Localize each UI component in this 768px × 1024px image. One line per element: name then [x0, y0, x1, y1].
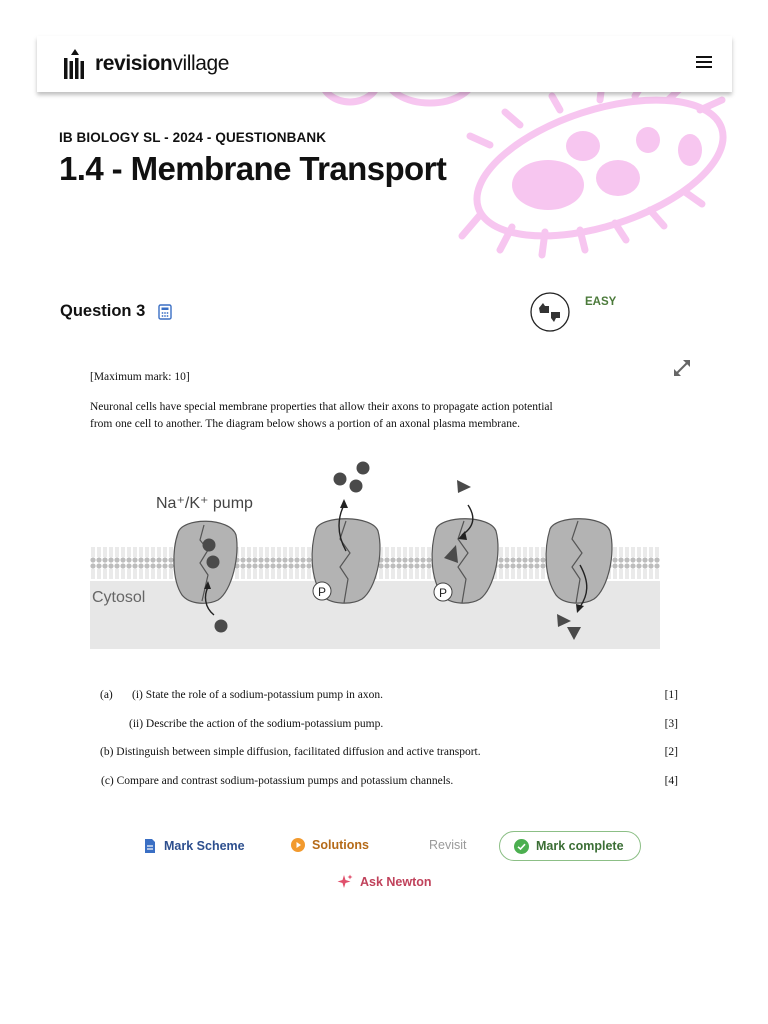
- phosphate-label: P: [439, 586, 448, 600]
- mark-complete-label: Mark complete: [536, 839, 624, 853]
- part-marks: [2]: [664, 746, 678, 758]
- check-circle-icon: [514, 839, 529, 854]
- part-text: (i) State the role of a sodium-potassium pump in axon.: [132, 689, 384, 701]
- logo-books-icon: [63, 49, 87, 79]
- pump-label: Na⁺/K⁺ pump: [156, 495, 253, 512]
- part-text: (ii) Describe the action of the sodium-potassium pump.: [129, 718, 384, 730]
- page-title: 1.4 - Membrane Transport: [59, 150, 447, 187]
- maximum-mark: [Maximum mark: 10]: [90, 371, 190, 383]
- top-navbar: [37, 36, 732, 92]
- mark-scheme-label: Mark Scheme: [164, 839, 245, 853]
- revisit-button[interactable]: [429, 838, 467, 852]
- question-title: Question 3: [60, 302, 146, 320]
- phosphate-label: P: [318, 585, 327, 599]
- revisionvillage-logo[interactable]: [63, 48, 229, 80]
- play-icon: [291, 838, 305, 852]
- part-a-label: (a): [100, 689, 113, 701]
- question-intro: [90, 399, 660, 433]
- breadcrumb: IB BIOLOGY SL - 2024 - QUESTIONBANK: [59, 130, 327, 145]
- calculator-icon[interactable]: [158, 304, 172, 320]
- mark-scheme-button[interactable]: [143, 838, 245, 854]
- intro-line: Neuronal cells have special membrane properties that allow their axons to propagate action potential: [90, 401, 553, 413]
- logo-wordmark: revisionvillage: [95, 52, 230, 75]
- mark-complete-button[interactable]: [499, 831, 641, 861]
- part-marks: [3]: [664, 718, 678, 730]
- expand-icon[interactable]: [672, 358, 692, 378]
- membrane-transport-diagram: [90, 455, 660, 649]
- revisit-label: Revisit: [429, 838, 467, 852]
- sparkle-icon: [337, 874, 353, 890]
- part-marks: [1]: [664, 689, 678, 701]
- difficulty-easy-icon: [529, 292, 571, 332]
- solutions-button[interactable]: [291, 838, 369, 852]
- difficulty-label: EASY: [585, 296, 617, 308]
- document-icon: [143, 838, 157, 854]
- part-text: (c) Compare and contrast sodium-potassium pumps and potassium channels.: [101, 775, 454, 787]
- ask-newton-label: Ask Newton: [360, 875, 432, 889]
- cytosol-label: Cytosol: [92, 589, 146, 606]
- hamburger-menu-icon[interactable]: [696, 56, 712, 70]
- solutions-label: Solutions: [312, 838, 369, 852]
- part-marks: [4]: [664, 775, 678, 787]
- part-text: (b) Distinguish between simple diffusion, facilitated diffusion and active transport.: [100, 746, 481, 758]
- ask-newton-button[interactable]: [337, 874, 432, 890]
- intro-line: from one cell to another. The diagram below shows a portion of an axonal plasma membrane.: [90, 418, 520, 430]
